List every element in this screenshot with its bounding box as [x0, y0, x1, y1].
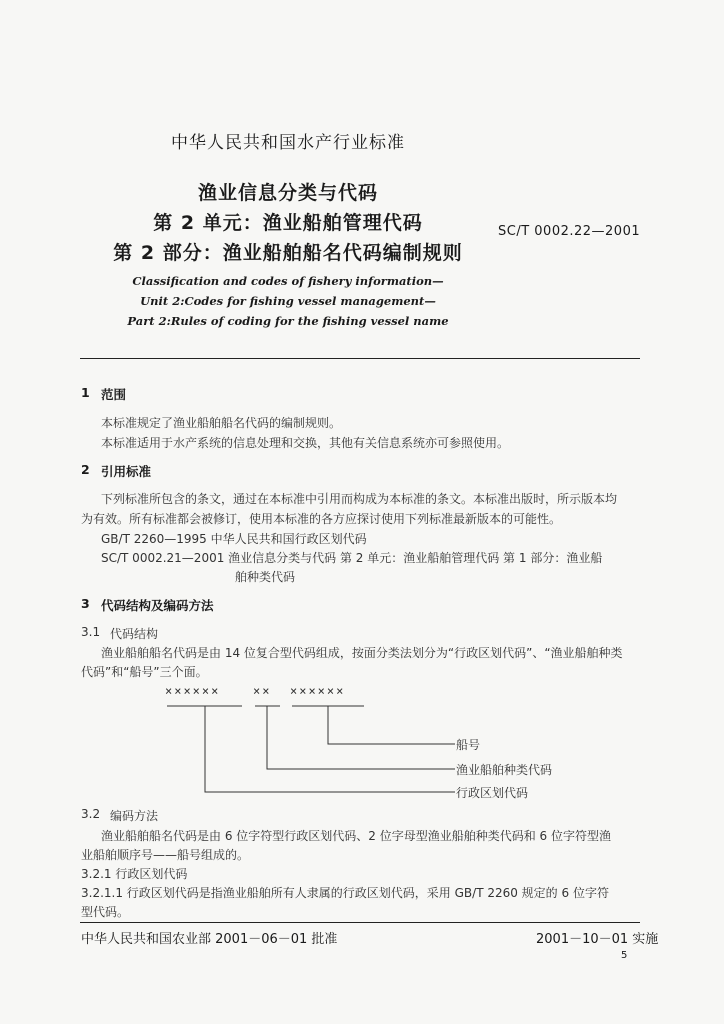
label-region: 行政区划代码	[456, 786, 529, 800]
section-3-2-1-1-paragraph-a: 3.2.1.1 行政区划代码是指渔业船舶所有人隶属的行政区划代码，采用 GB/T 2260 规定的 6 位字符	[81, 886, 609, 900]
english-title-line-3: Part 2:Rules of coding for the fishing vessel name	[127, 314, 449, 328]
english-title-line-2: Unit 2:Codes for fishing vessel management—	[140, 294, 436, 308]
section-3-1-title: 代码结构	[110, 627, 159, 641]
section-2-reference-2a: SC/T 0002.21—2001 渔业信息分类与代码 第 2 单元：渔业船舶管理代码 第 1 部分：渔业船	[101, 551, 603, 565]
section-2-reference-2b: 舶种类代码	[235, 570, 296, 584]
implementation-date: 2001－10－01 实施	[536, 932, 659, 947]
section-3-number: 3	[81, 596, 90, 611]
section-3-2-paragraph-a: 渔业船舶船名代码是由 6 位字符型行政区划代码、2 位字母型渔业船舶种类代码和 6 位字符型渔	[101, 829, 611, 843]
section-2-title: 引用标准	[101, 464, 152, 479]
english-title-line-1: Classification and codes of fishery information—	[132, 274, 444, 288]
vessel-type-connector	[255, 706, 455, 769]
code-group-vessel-type: ××	[253, 684, 272, 698]
label-serial: 船号	[456, 738, 481, 752]
approval-note: 中华人民共和国农业部 2001－06－01 批准	[81, 932, 338, 947]
section-3-1-paragraph-a: 渔业船舶船名代码是由 14 位复合型代码组成，按面分类法划分为“行政区划代码”、“渔业船舶种类	[101, 646, 623, 660]
footer-divider	[80, 922, 640, 923]
section-2-paragraph-1b: 为有效。所有标准都会被修订，使用本标准的各方应探讨使用下列标准最新版本的可能性。	[81, 512, 562, 526]
title-line-3: 第 2 部分：渔业船舶船名代码编制规则	[113, 242, 463, 264]
section-1-number: 1	[81, 385, 90, 400]
section-3-1-number: 3.1	[81, 625, 101, 639]
section-3-2-number: 3.2	[81, 807, 101, 821]
section-3-title: 代码结构及编码方法	[101, 598, 214, 613]
section-3-2-paragraph-b: 业船舶顺序号——船号组成的。	[81, 848, 250, 862]
label-vessel-type: 渔业船舶种类代码	[456, 763, 553, 777]
title-line-1: 渔业信息分类与代码	[197, 182, 378, 204]
title-line-2: 第 2 单元：渔业船舶管理代码	[153, 212, 423, 234]
serial-connector	[292, 706, 455, 744]
section-1-paragraph-2: 本标准适用于水产系统的信息处理和交换，其他有关信息系统亦可参照使用。	[101, 436, 510, 450]
section-2-number: 2	[81, 462, 90, 477]
region-connector	[167, 706, 455, 792]
section-3-2-title: 编码方法	[110, 809, 159, 823]
section-2-paragraph-1a: 下列标准所包含的条文，通过在本标准中引用而构成为本标准的条文。本标准出版时，所示版本均	[101, 492, 618, 506]
section-3-1-paragraph-b: 代码”和“船号”三个面。	[81, 665, 208, 679]
section-2-reference-1: GB/T 2260—1995 中华人民共和国行政区划代码	[101, 532, 367, 546]
standard-code: SC/T 0002.22—2001	[498, 224, 641, 239]
section-3-2-1-heading: 3.2.1 行政区划代码	[81, 867, 188, 881]
section-1-paragraph-1: 本标准规定了渔业船舶船名代码的编制规则。	[101, 416, 342, 430]
code-group-serial: ××××××	[290, 684, 346, 698]
standard-title: 中华人民共和国水产行业标准	[171, 133, 405, 153]
page-number: 5	[621, 950, 628, 961]
section-3-2-1-1-paragraph-b: 型代码。	[81, 905, 130, 919]
code-group-region: ××××××	[165, 684, 221, 698]
section-1-title: 范围	[101, 387, 127, 402]
